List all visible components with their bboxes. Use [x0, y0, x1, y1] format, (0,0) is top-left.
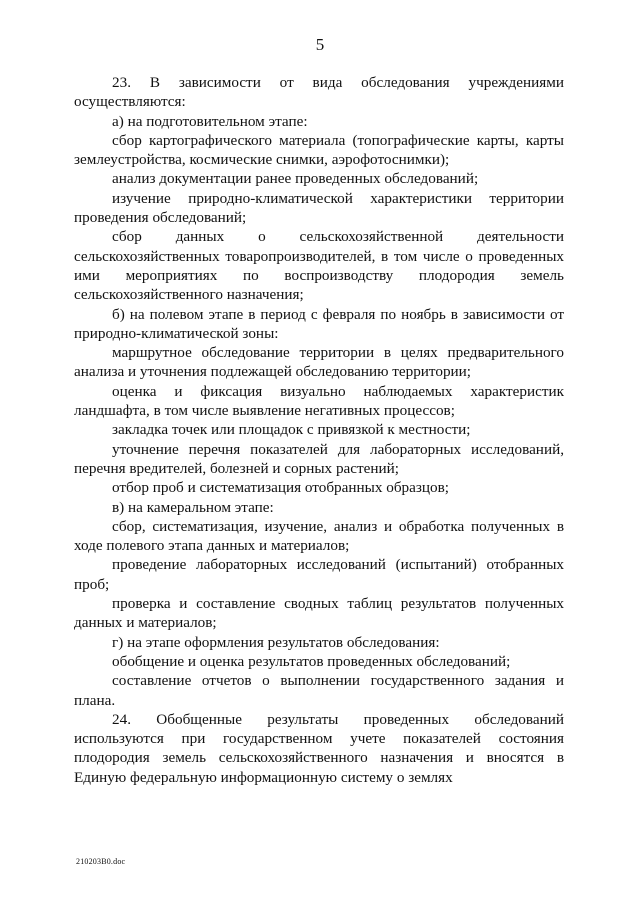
document-body: [74, 73, 564, 787]
list-item: сбор картографического материала (топографические карты, карты землеустройства, космические снимки, аэрофотоснимки);: [74, 131, 564, 169]
list-item: сбор данных о сельскохозяйственной деятельности сельскохозяйственных товаропроизводителей, в том числе о проведенных ими мероприятиях по воспроизводству плодородия земель сельскохозяйственного назначения;: [74, 228, 564, 304]
list-item: изучение природно-климатической характеристики территории проведения обследований;: [74, 189, 564, 227]
list-item: проверка и составление сводных таблиц результатов полученных данных и материалов;: [74, 595, 564, 632]
list-item: анализ документации ранее проведенных обследований;: [112, 170, 479, 188]
footer-file-code: 210203B0.doc: [76, 857, 126, 866]
list-item: закладка точек или площадок с привязкой к местности;: [112, 421, 471, 439]
list-item: составление отчетов о выполнении государственного задания и плана.: [74, 672, 564, 709]
paragraph-23-intro: 23. В зависимости от вида обследования учреждениями осуществляются:: [74, 74, 564, 111]
list-heading-v: в) на камеральном этапе:: [112, 498, 274, 516]
list-heading-a: а) на подготовительном этапе:: [112, 112, 308, 130]
list-item: маршрутное обследование территории в целях предварительного анализа и уточнения подлежащей обследованию территории;: [74, 344, 564, 381]
list-heading-b: б) на полевом этапе в период с февраля по ноябрь в зависимости от природно-климатической зоны:: [74, 305, 564, 342]
list-item: уточнение перечня показателей для лабораторных исследований, перечня вредителей, болезней и сорных растений;: [74, 440, 564, 477]
list-item: сбор, систематизация, изучение, анализ и обработка полученных в ходе полевого этапа данных и материалов;: [74, 517, 564, 555]
list-item: отбор проб и систематизация отобранных образцов;: [112, 479, 449, 497]
page-number: 5: [315, 35, 325, 54]
list-item: проведение лабораторных исследований (испытаний) отобранных проб;: [74, 556, 564, 593]
paragraph-24: 24. Обобщенные результаты проведенных обследований используются при государственном учете показателей состояния плодородия земель сельскохозяйственного назначения и вносятся в Единую федеральную информационную систему о землях: [74, 710, 564, 786]
list-heading-g: г) на этапе оформления результатов обследования:: [112, 633, 440, 651]
list-item: оценка и фиксация визуально наблюдаемых характеристик ландшафта, в том числе выявление негативных процессов;: [74, 382, 564, 420]
list-item: обобщение и оценка результатов проведенных обследований;: [112, 652, 511, 670]
